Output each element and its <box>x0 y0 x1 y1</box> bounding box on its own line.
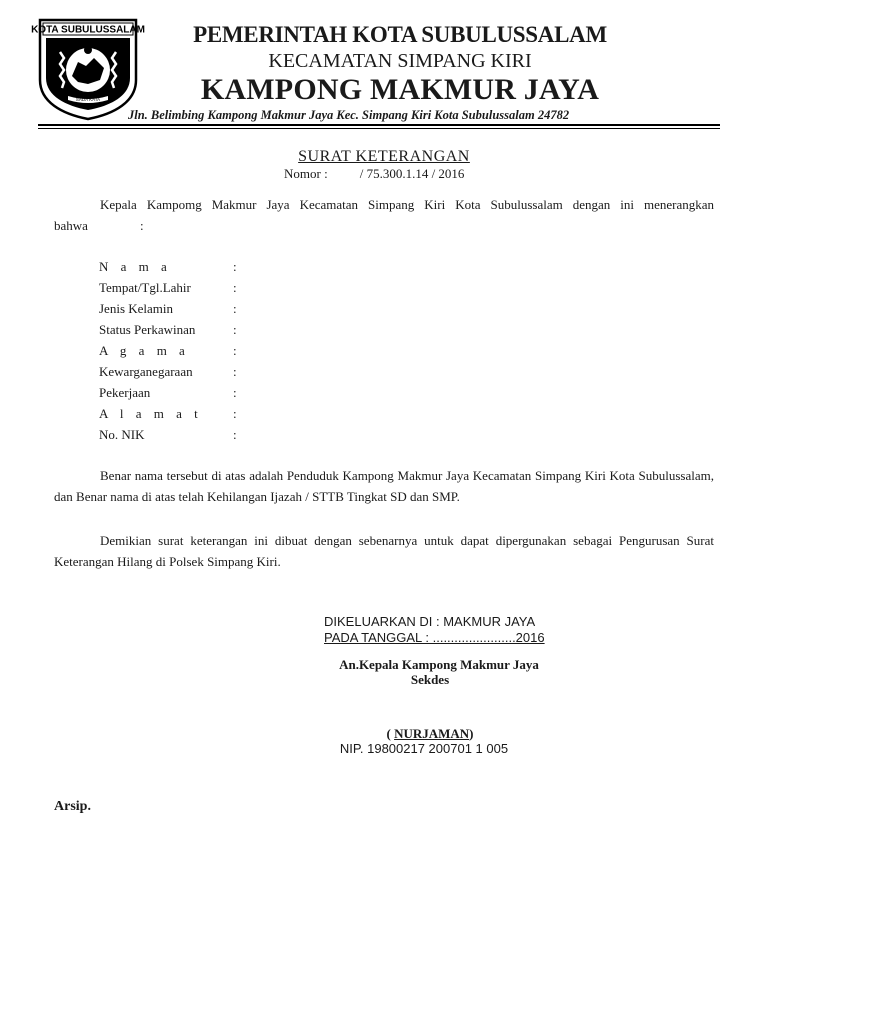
field-colon: : <box>233 427 237 442</box>
closing-paragraph: Demikian surat keterangan ini dibuat dengan sebenarnya untuk dapat dipergunakan sebagai Pengurusan Surat Keterangan Hilang di Polsek Simpang Kiri. <box>54 533 714 569</box>
city-emblem-logo <box>31 18 145 120</box>
field-label: Tempat/Tgl.Lahir <box>99 280 191 295</box>
field-label: A g a m a <box>99 343 190 358</box>
field-colon: : <box>233 406 237 421</box>
field-label: No. NIK <box>99 427 145 442</box>
letterhead-government: PEMERINTAH KOTA SUBULUSSALAM <box>193 22 607 47</box>
signer-position: Sekdes <box>410 672 450 687</box>
letter-number <box>284 166 464 182</box>
document-title-text: SURAT KETERANGAN <box>298 148 470 165</box>
signer-name-open: ( <box>386 726 395 741</box>
field-colon: : <box>233 322 237 337</box>
issued-at: DIKELUARKAN DI : MAKMUR JAYA <box>324 614 536 629</box>
letterhead-rule-thin <box>38 128 720 129</box>
signer-nip: NIP. 19800217 200701 1 005 <box>339 741 509 756</box>
intro-text: Kepala Kampomg Makmur Jaya Kecamatan Simpang Kiri Kota Subulussalam dengan ini menerangkan bahwa <box>54 197 714 233</box>
field-colon: : <box>233 364 237 379</box>
field-label: Pekerjaan <box>99 385 151 400</box>
field-label: N a m a <box>99 259 172 274</box>
archive-label: Arsip. <box>54 799 91 814</box>
letterhead-address: Jln. Belimbing Kampong Makmur Jaya Kec. Simpang Kiri Kota Subulussalam 24782 <box>128 108 570 122</box>
statement-paragraph: Benar nama tersebut di atas adalah Penduduk Kampong Makmur Jaya Kecamatan Simpang Kiri Kota Subulussalam, dan Benar nama di atas telah Kehilangan Ijazah / STTB Tingkat SD dan SMP. <box>54 468 714 504</box>
letter-number-value: / 75.300.1.14 / 2016 <box>359 166 465 181</box>
field-label: Kewarganegaraan <box>99 364 193 379</box>
letterhead-rule-thick <box>38 124 720 126</box>
logo-label: KOTA SUBULUSSALAM <box>31 24 145 36</box>
field-colon: : <box>233 385 237 400</box>
letter-number-label: Nomor : <box>284 166 328 181</box>
field-colon: : <box>233 301 237 316</box>
logo-motto: SADA KATA <box>75 97 101 102</box>
intro-paragraph <box>54 194 714 236</box>
field-colon: : <box>233 343 237 358</box>
field-label: Status Perkawinan <box>99 322 196 337</box>
field-colon: : <box>233 280 237 295</box>
on-behalf-of: An.Kepala Kampong Makmur Jaya <box>339 657 539 672</box>
document-title <box>0 148 768 166</box>
signer-name-text: NURJAMAN <box>394 726 470 741</box>
issue-date-text: PADA TANGGAL : .......................2016 <box>324 630 545 645</box>
intro-colon: : <box>139 218 144 233</box>
field-label: A l a m a t <box>99 406 203 421</box>
letterhead-district: KECAMATAN SIMPANG KIRI <box>268 50 532 72</box>
field-colon: : <box>233 259 237 274</box>
letterhead-village: KAMPONG MAKMUR JAYA <box>200 73 600 106</box>
field-label: Jenis Kelamin <box>99 301 174 316</box>
issue-date <box>324 630 545 645</box>
signer-name-close: ) <box>469 726 474 741</box>
signer-name <box>0 726 860 742</box>
